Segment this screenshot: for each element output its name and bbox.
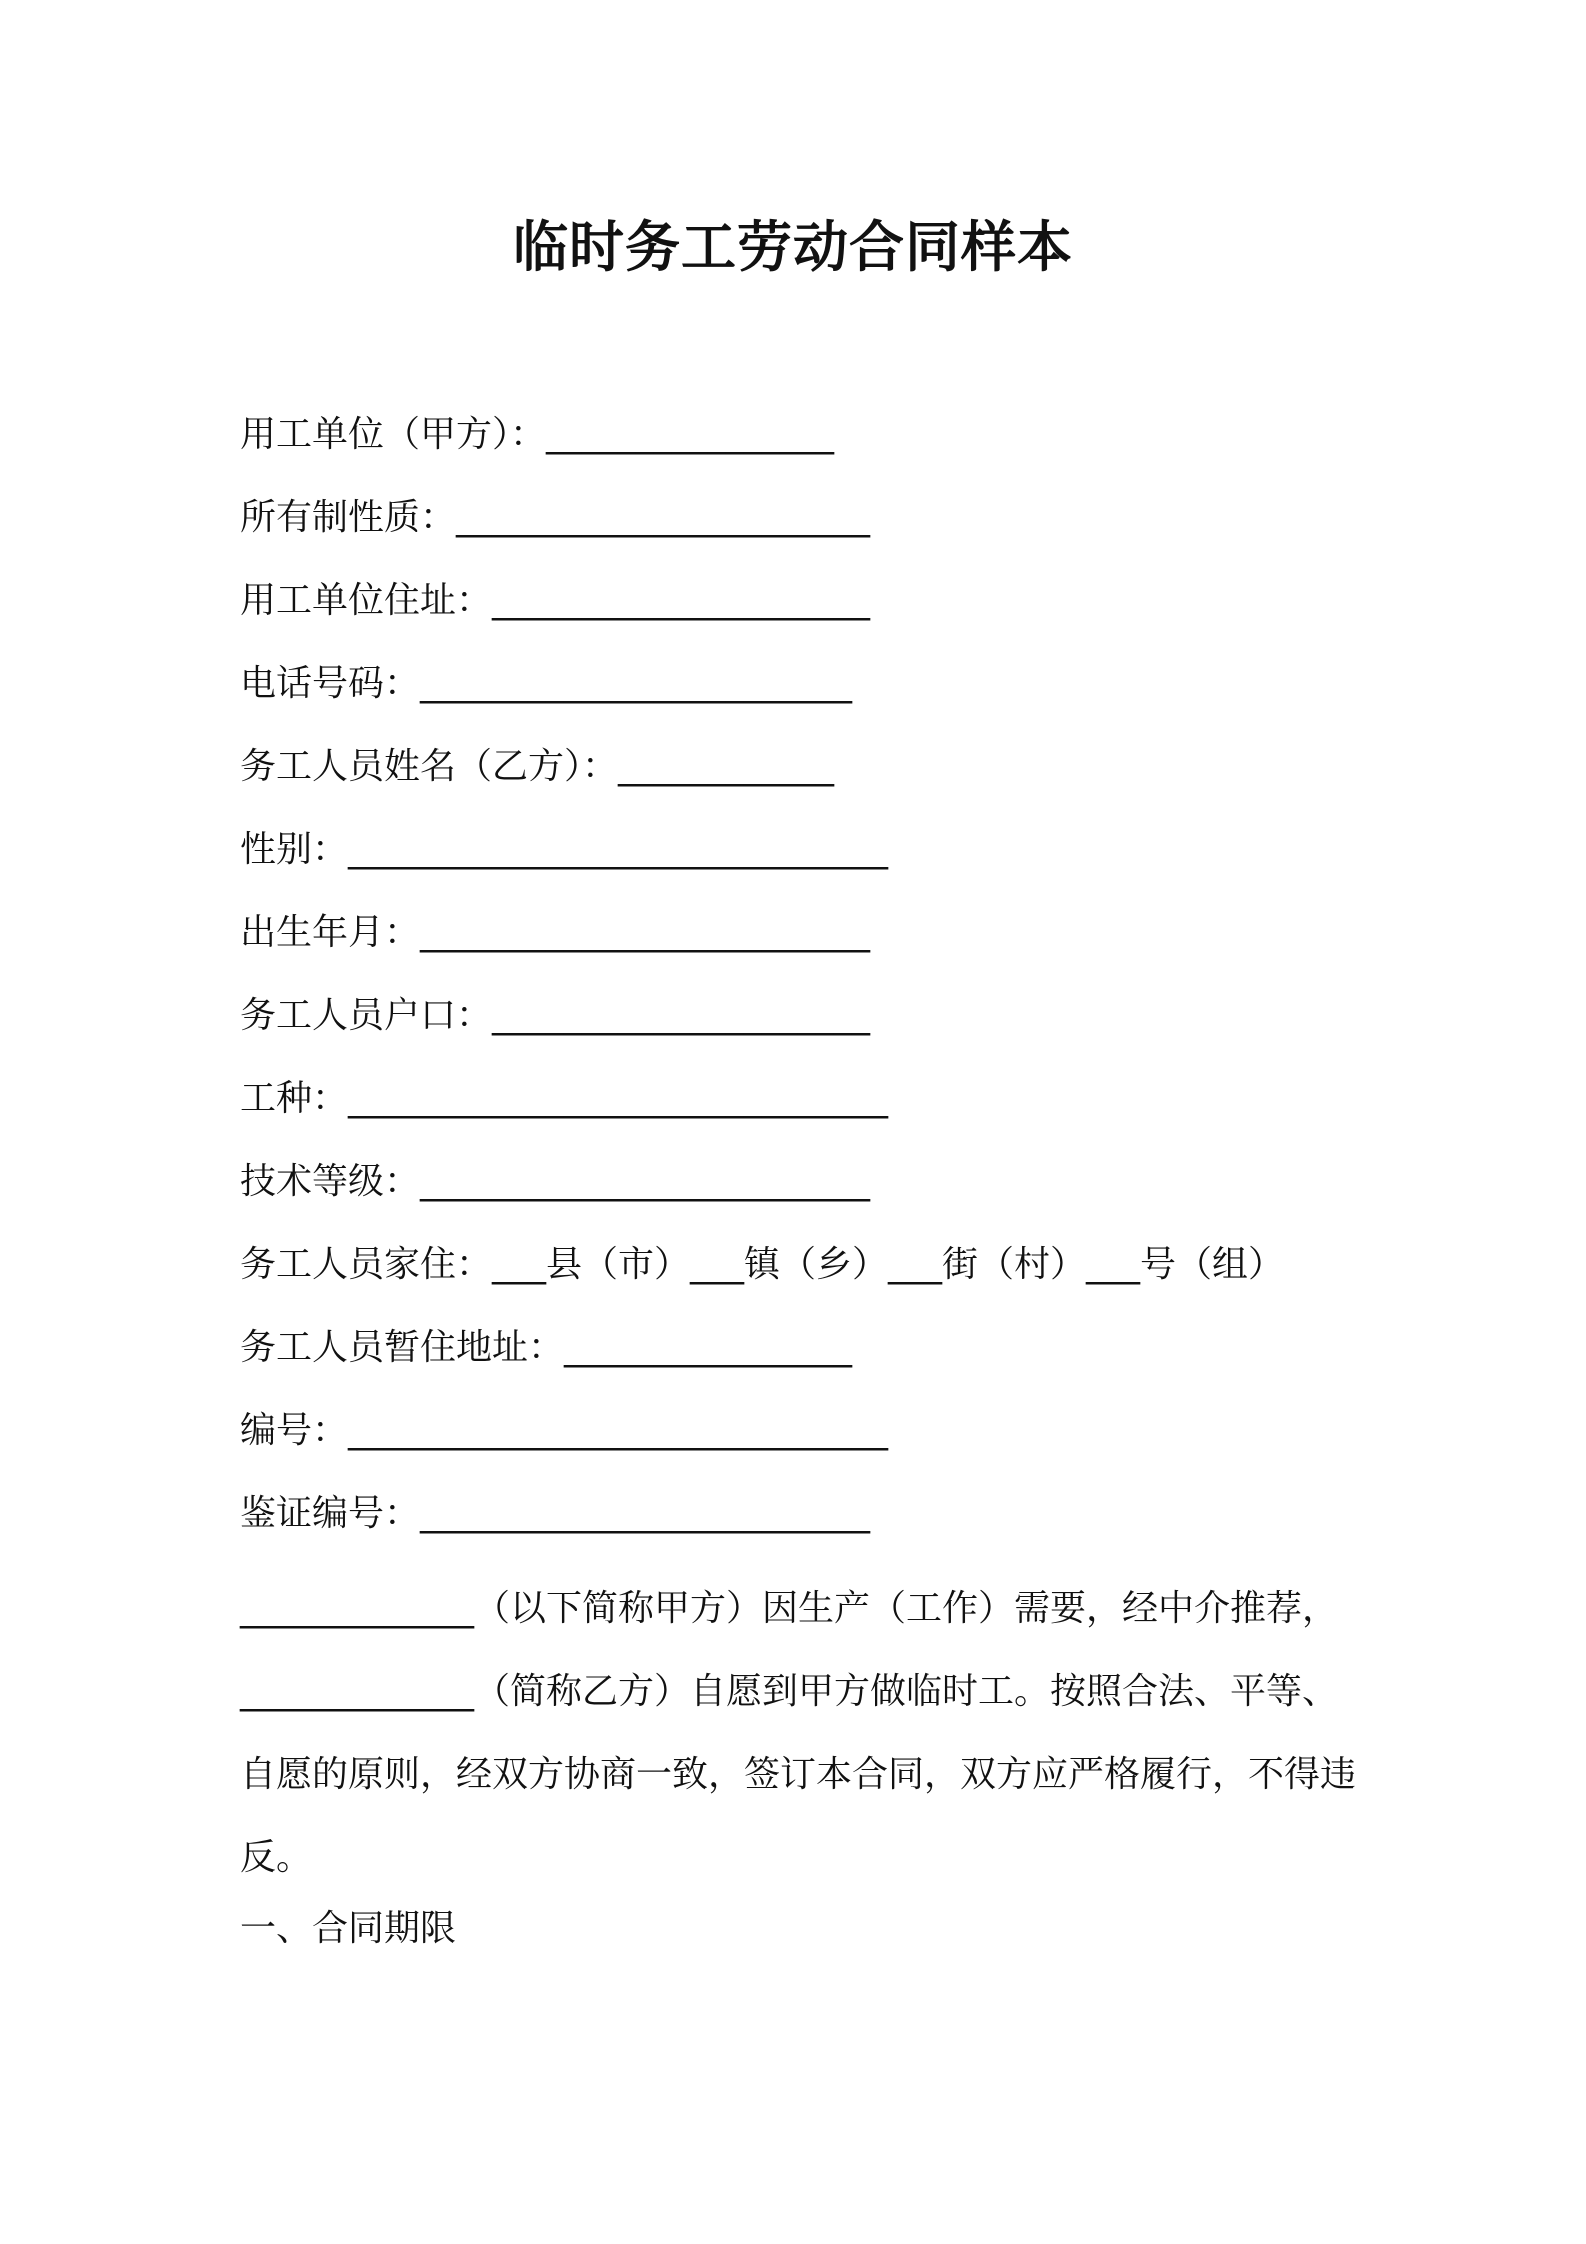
field-ownership-type: 所有制性质：_______________________: [240, 497, 871, 538]
field-temporary-address: 务工人员暂住地址：________________: [240, 1327, 853, 1368]
field-employer-address: 用工单位住址：_____________________: [240, 580, 871, 621]
document-body: [240, 405, 1370, 1982]
intro-paragraph: _____________（以下简称甲方）因生产（工作）需要，经中介推荐，_____________（简称乙方）自愿到甲方做临时工。按照合法、平等、自愿的原则，经双方协商一致，签订本合同，双方应严格履行，不得违反。: [240, 1588, 1357, 1878]
field-employer: 用工单位（甲方）：________________: [240, 414, 835, 455]
document-title: 临时务工劳动合同样本: [512, 215, 1073, 279]
field-phone-number: 电话号码：________________________: [240, 663, 853, 704]
field-gender: 性别：______________________________: [240, 829, 889, 870]
field-job-type: 工种：______________________________: [240, 1078, 889, 1119]
field-household-registration: 务工人员户口：_____________________: [240, 995, 871, 1036]
field-skill-level: 技术等级：_________________________: [240, 1161, 871, 1202]
field-verification-number: 鉴证编号：_________________________: [240, 1493, 871, 1534]
section-heading-contract-term: 一、合同期限: [240, 1908, 457, 1949]
field-birth-date: 出生年月：_________________________: [240, 912, 871, 953]
field-serial-number: 编号：______________________________: [240, 1410, 889, 1451]
field-home-address: 务工人员家住：___县（市）___镇（乡）___街（村）___号（组）: [240, 1244, 1285, 1285]
field-worker-name: 务工人员姓名（乙方）：____________: [240, 746, 835, 787]
